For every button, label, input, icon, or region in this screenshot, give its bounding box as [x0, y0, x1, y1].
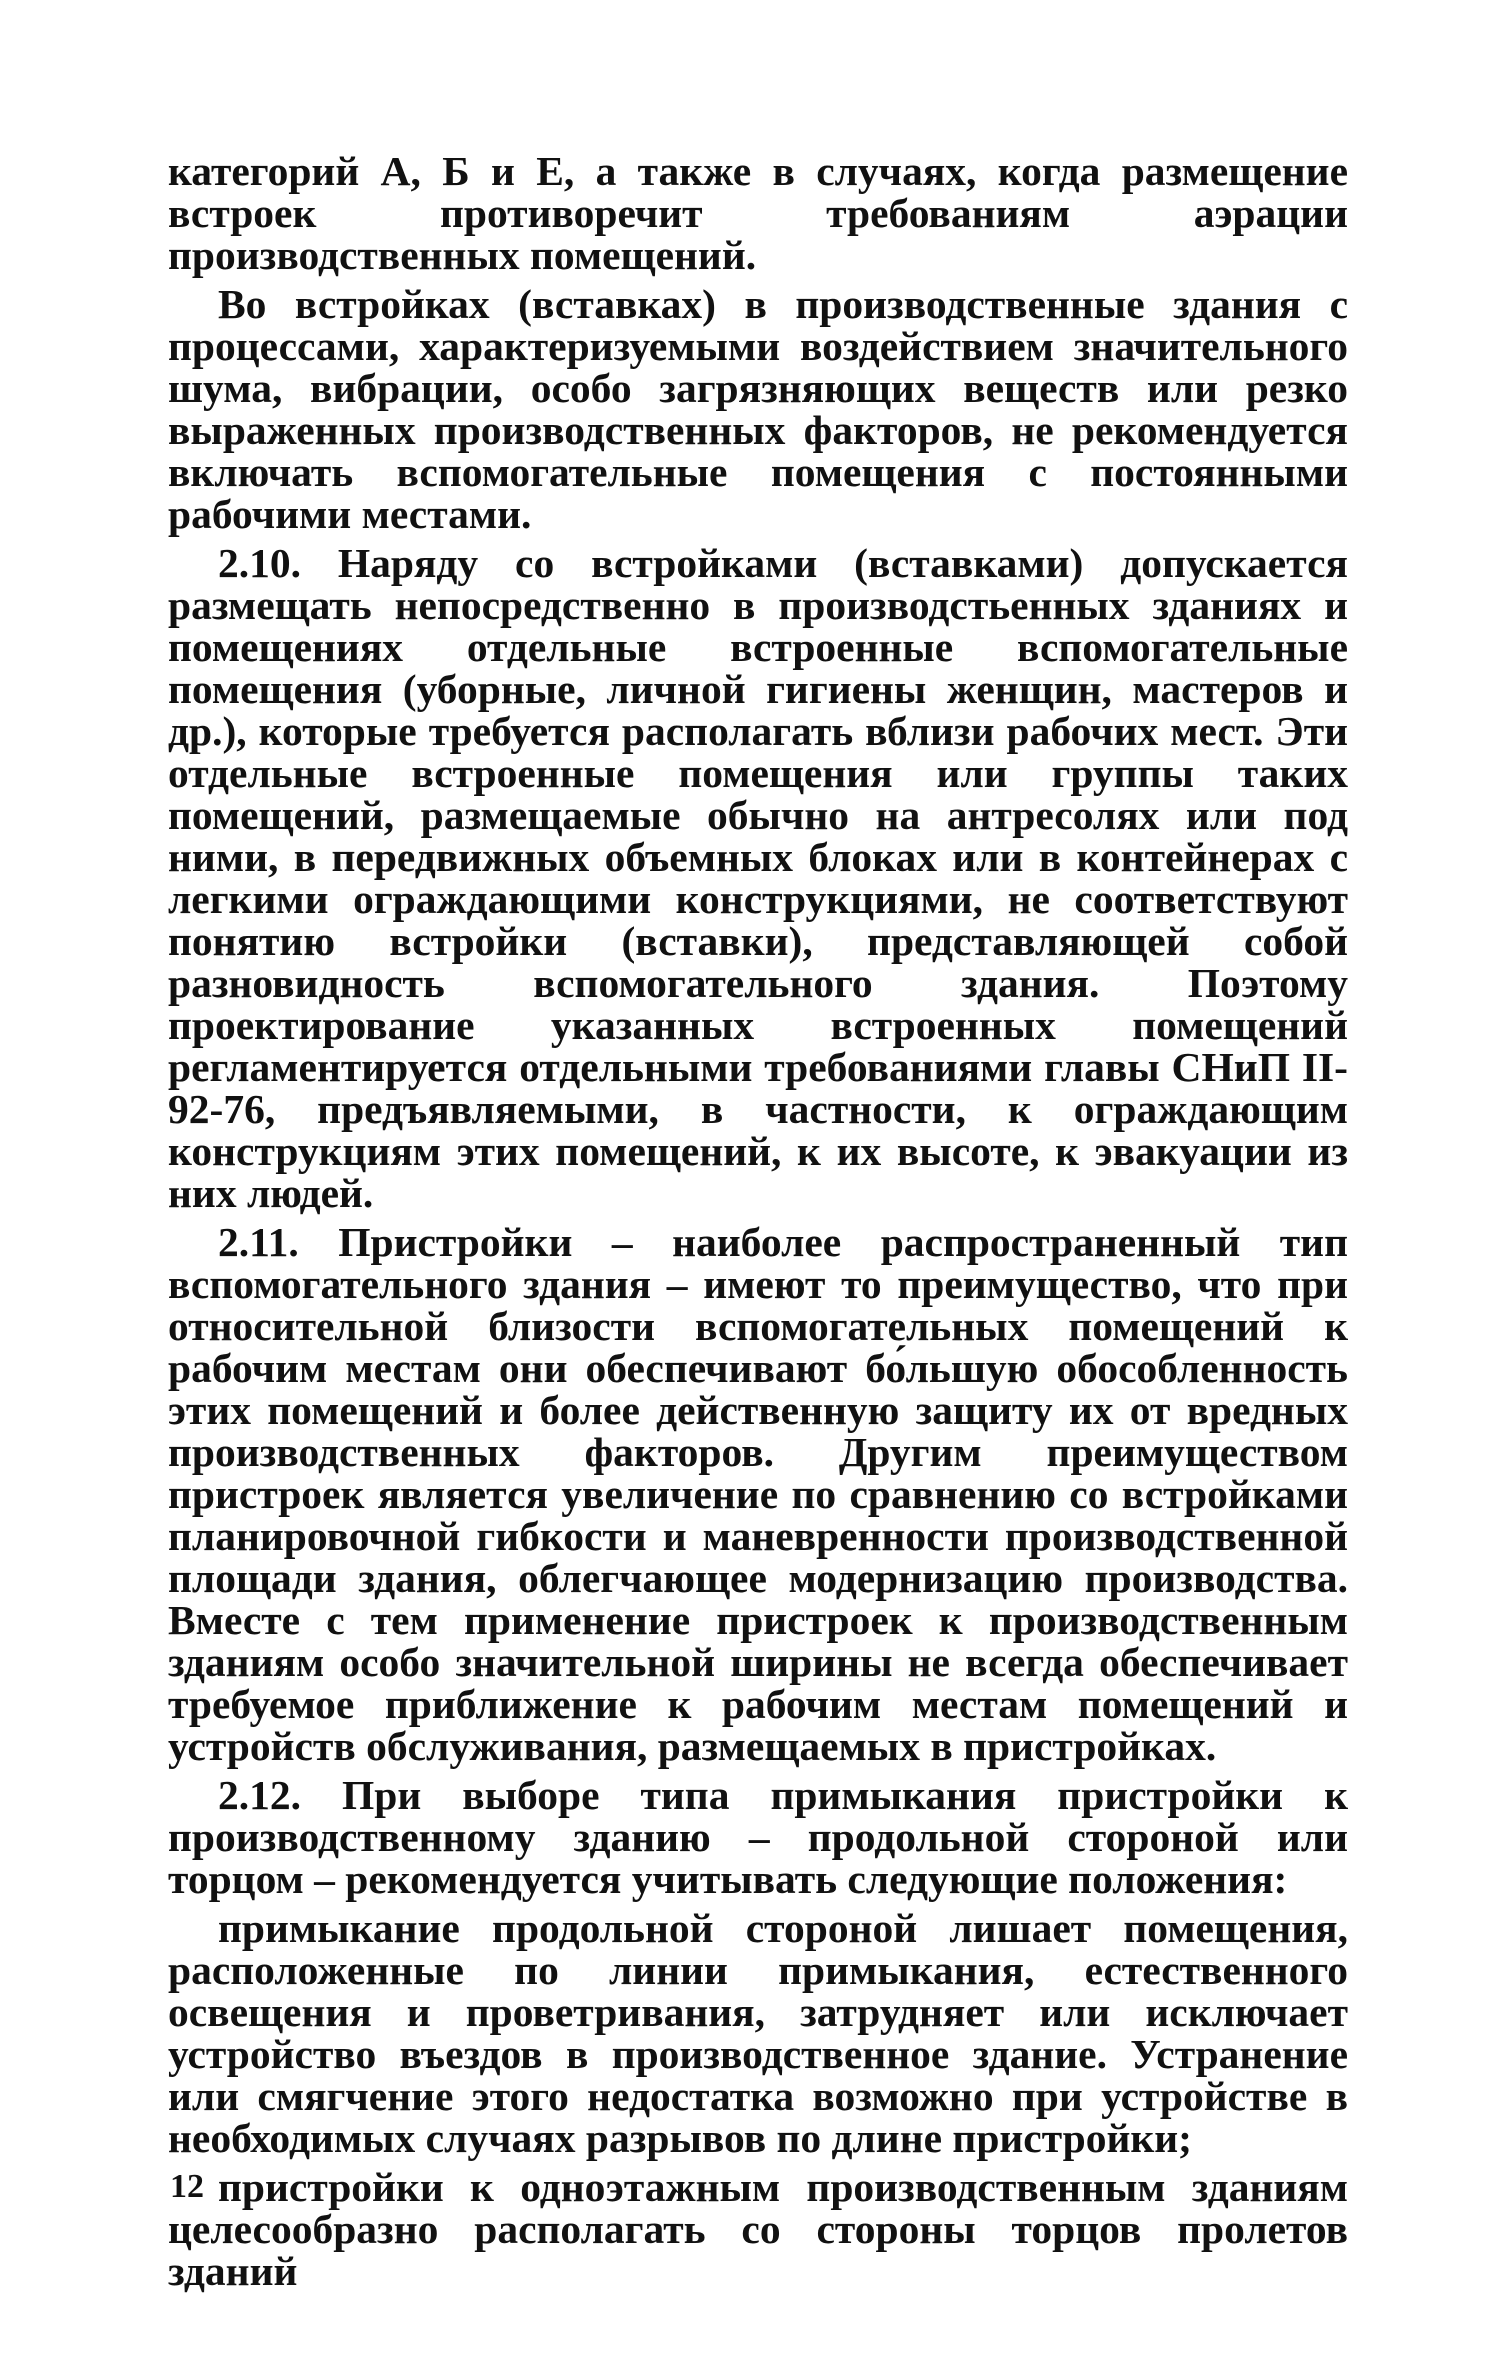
paragraph-continuation: категорий А, Б и Е, а также в случаях, когда размещение встроек противоречит требованиям аэрации производственных помещений.: [168, 148, 1348, 278]
paragraph-section-2-11: 2.11. Пристройки – наиболее распространенный тип вспомогательного здания – имеют то преимущество, что при относительной близости вспомогательных помещений к рабочим местам они обеспечивают бо́льшую обособленность этих помещений и более действенную защиту их от вредных производственных факторов. Другим преимуществом пристроек является увеличение по сравнению со встройками планировочной гибкости и маневренности производственной площади здания, облегчающее модернизацию производства. Вместе с тем применение пристроек к производственным зданиям особо значительной ширины не всегда обеспечивает требуемое приближение к рабочим местам помещений и устройств обслуживания, размещаемых в пристройках.: [168, 1219, 1348, 1769]
page-number: 12: [170, 2168, 204, 2205]
paragraph-section-2-10: 2.10. Наряду со встройками (вставками) допускается размещать непосредственно в производстьенных зданиях и помещениях отдельные встроенные вспомогательные помещения (уборные, личной гигиены женщин, мастеров и др.), которые требуется располагать вблизи рабочих мест. Эти отдельные встроенные помещения или группы таких помещений, размещаемые обычно на антресолях или под ними, в передвижных объемных блоках или в контейнерах с легкими ограждающими конструкциями, не соответствуют понятию встройки (вставки), представляющей собой разновидность вспомогательного здания. Поэтому проектирование указанных встроенных помещений регламентируется отдельными требованиями главы СНиП II-92-76, предъявляемыми, в частности, к ограждающим конструкциям этих помещений, к их высоте, к эвакуации из них людей.: [168, 540, 1348, 1216]
paragraph-section-2-12: 2.12. При выборе типа примыкания пристройки к производственному зданию – продольной стороной или торцом – рекомендуется учитывать следующие положения:: [168, 1772, 1348, 1902]
paragraph-longitudinal-adjacency: примыкание продольной стороной лишает помещения, расположенные по линии примыкания, естественного освещения и проветривания, затрудняет или исключает устройство въездов в производственное здание. Устранение или смягчение этого недостатка возможно при устройстве в необходимых случаях разрывов по длине пристройки;: [168, 1905, 1348, 2161]
paragraph-builtins-noise: Во встройках (вставках) в производственные здания с процессами, характеризуемыми воздействием значительного шума, вибрации, особо загрязняющих веществ или резко выраженных производственных факторов, не рекомендуется включать вспомогательные помещения с постоянными рабочими местами.: [168, 281, 1348, 537]
page-text-block: [168, 150, 1348, 2299]
paragraph-single-storey-annexes: пристройки к одноэтажным производственным зданиям целесообразно располагать со стороны торцов пролетов зданий: [168, 2164, 1348, 2294]
